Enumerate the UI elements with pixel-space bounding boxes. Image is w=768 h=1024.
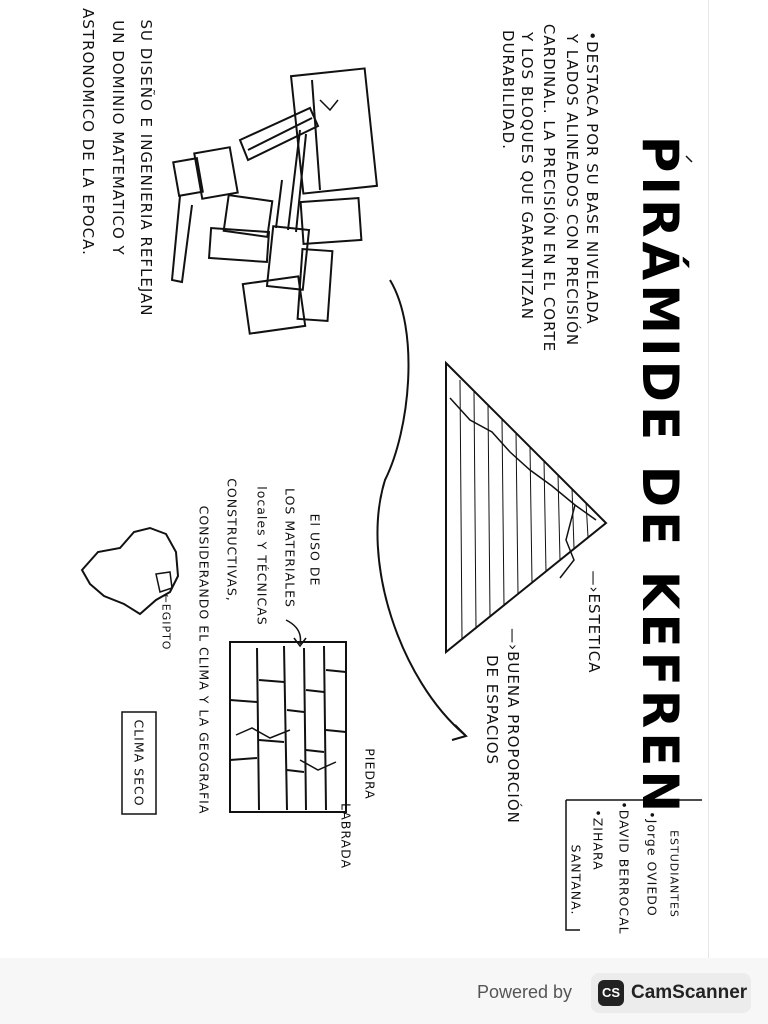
intro-line-5: DURABILIDAD. — [499, 30, 517, 150]
figure-sketch — [172, 68, 377, 333]
intro-line-4: Y LOS BLOQUES QUE GARANTIZAN — [518, 32, 536, 320]
materials-line-5: CONSIDERANDO EL CLIMA Y LA GEOGRAFIA — [196, 505, 212, 815]
piedra-line-1: PIEDRA — [362, 748, 378, 800]
powered-by-text: Powered by — [477, 982, 573, 1002]
design-line-3: ASTRONOMICO DE LA EPOCA. — [79, 8, 97, 256]
proporcion-line-2: DE ESPACIOS — [483, 654, 501, 766]
estetica-label: —›ESTETICA — [585, 570, 603, 674]
document-title: PIRÁMIDE DE KEFREN — [631, 135, 689, 817]
intro-line-1: •DESTACA POR SU BASE NIVELADA — [583, 31, 601, 325]
camscanner-brand: CamScanner — [631, 982, 748, 1003]
materials-line-4: CONSTRUCTIVAS, — [224, 478, 240, 602]
design-line-1: SU DISEÑO E INGENIERIA REFLEJAN — [137, 19, 155, 317]
students-frame — [566, 800, 702, 930]
materials-line-3: locales Y TÉCNICAS — [254, 486, 270, 626]
proporcion-line-1: —›BUENA PROPORCIÓN — [504, 628, 522, 824]
design-line-2: UN DOMINIO MATEMATICO Y — [109, 20, 127, 256]
camscanner-logo-icon: CS — [598, 980, 624, 1006]
materials-line-2: LOS MATERIALES — [282, 488, 298, 608]
clima-label: CLIMA SECO — [131, 719, 147, 807]
student-3: •ZIHARA — [590, 809, 606, 871]
stone-wall-drawing — [230, 642, 346, 812]
intro-line-2: Y LADOS ALINEADOS CON PRECISIÓN — [563, 33, 581, 347]
materials-line-1: El USO DE — [307, 513, 323, 587]
egipto-label: ←EGIPTO — [159, 593, 173, 651]
egypt-region — [156, 572, 172, 592]
student-1: •Jorge OVIEDO — [644, 811, 660, 917]
student-2: •DAVID BERROCAL — [616, 801, 632, 935]
intro-line-3: CARDINAL. LA PRECISIÓN EN EL CORTE — [540, 23, 558, 353]
pyramid-drawing — [446, 363, 606, 652]
students-heading: ESTUDIANTES — [667, 830, 681, 918]
piedra-line-2: LABRADA — [338, 802, 354, 870]
student-4: SANTANA. — [568, 844, 584, 916]
